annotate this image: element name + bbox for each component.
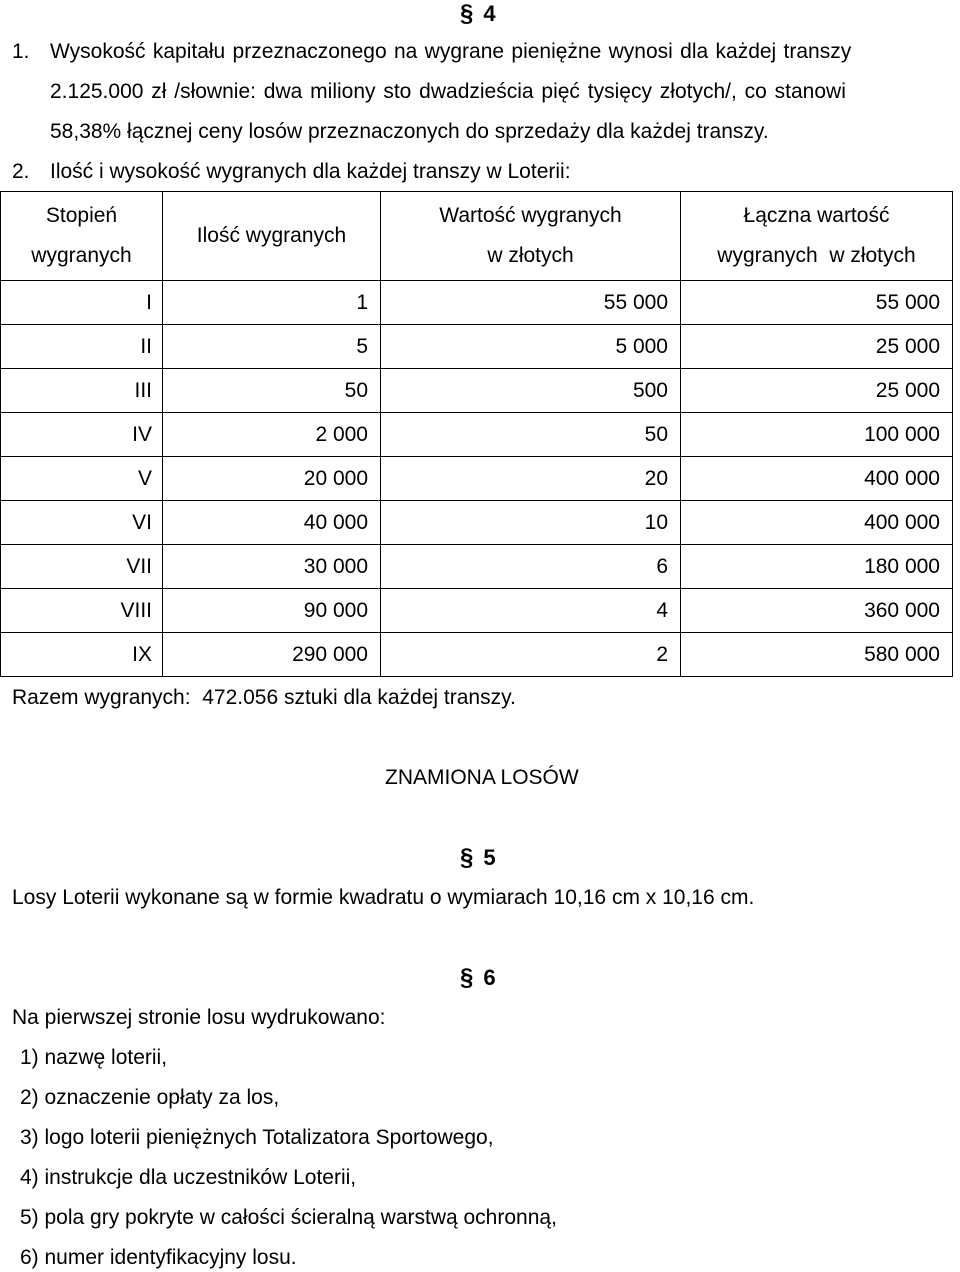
prize-table (0, 191, 953, 677)
cell-total: 400 000 (681, 501, 953, 545)
list-item: 6) numer identyfikacyjny losu. (20, 1246, 297, 1269)
cell-degree: III (1, 369, 163, 413)
cell-value: 6 (381, 545, 681, 589)
cell-count: 1 (163, 281, 381, 325)
cell-value: 55 000 (381, 281, 681, 325)
item-1-number: 1. (12, 40, 30, 63)
cell-value: 2 (381, 633, 681, 677)
cell-value: 50 (381, 413, 681, 457)
cell-count: 30 000 (163, 545, 381, 589)
cell-total: 580 000 (681, 633, 953, 677)
cell-count: 50 (163, 369, 381, 413)
list-item: 4) instrukcje dla uczestników Loterii, (20, 1166, 357, 1189)
item-1-line-1: Wysokość kapitału przeznaczonego na wygrane pieniężne wynosi dla każdej transzy (50, 40, 852, 63)
cell-degree: V (1, 457, 163, 501)
cell-degree: I (1, 281, 163, 325)
cell-value: 500 (381, 369, 681, 413)
table-header-row (1, 192, 953, 281)
table-row (1, 589, 953, 633)
section-4-heading (460, 2, 496, 26)
section-number: 5 (483, 845, 496, 870)
table-row (1, 413, 953, 457)
header-count-label: Ilość wygranych (196, 224, 347, 247)
cell-total: 25 000 (681, 325, 953, 369)
cell-value: 10 (381, 501, 681, 545)
item-2-text: Ilość i wysokość wygranych dla każdej transzy w Loterii: (50, 160, 571, 183)
cell-total: 400 000 (681, 457, 953, 501)
header-value-line-1: Wartość wygranych (439, 204, 622, 227)
table-row (1, 369, 953, 413)
section-6-intro: Na pierwszej stronie losu wydrukowano: (12, 1006, 386, 1029)
cell-value: 4 (381, 589, 681, 633)
cell-count: 2 000 (163, 413, 381, 457)
header-degree (1, 192, 163, 281)
list-item: 1) nazwę loterii, (20, 1046, 168, 1069)
cell-count: 20 000 (163, 457, 381, 501)
section-5-text: Losy Loterii wykonane są w formie kwadratu o wymiarach 10,16 cm x 10,16 cm. (12, 886, 755, 909)
table-row (1, 281, 953, 325)
cell-value: 5 000 (381, 325, 681, 369)
cell-count: 5 (163, 325, 381, 369)
cell-total: 25 000 (681, 369, 953, 413)
section-number: 6 (483, 965, 496, 990)
table-row (1, 457, 953, 501)
section-symbol: § (460, 964, 474, 991)
item-1-line-2: 2.125.000 zł /słownie: dwa miliony sto dwadzieścia pięć tysięcy złotych/, co stanowi (50, 80, 846, 103)
header-value-line-2: w złotych (487, 244, 574, 267)
header-value (381, 192, 681, 281)
table-row (1, 545, 953, 589)
item-1-line-3: 58,38% łącznej ceny losów przeznaczonych do sprzedaży dla każdej transzy. (50, 120, 769, 143)
cell-degree: IV (1, 413, 163, 457)
section-6-heading (460, 966, 496, 990)
cell-degree: VIII (1, 589, 163, 633)
list-item: 2) oznaczenie opłaty za los, (20, 1086, 280, 1109)
list-item: 3) logo loterii pieniężnych Totalizatora Sportowego, (20, 1126, 494, 1149)
section-5-heading (460, 846, 496, 870)
table-row (1, 325, 953, 369)
table-row (1, 633, 953, 677)
section-symbol: § (460, 844, 474, 871)
cell-count: 90 000 (163, 589, 381, 633)
item-2-number: 2. (12, 160, 30, 183)
cell-degree: II (1, 325, 163, 369)
header-degree-line-2: wygranych (31, 244, 132, 267)
cell-total: 100 000 (681, 413, 953, 457)
cell-total: 180 000 (681, 545, 953, 589)
header-total-line-1: Łączna wartość (743, 204, 890, 227)
header-degree-line-1: Stopień (45, 204, 118, 227)
cell-total: 55 000 (681, 281, 953, 325)
section-title: ZNAMIONA LOSÓW (385, 766, 579, 789)
prize-summary: Razem wygranych: 472.056 sztuki dla każdej transzy. (12, 686, 516, 709)
section-number: 4 (483, 1, 496, 26)
cell-count: 40 000 (163, 501, 381, 545)
cell-total: 360 000 (681, 589, 953, 633)
cell-degree: VI (1, 501, 163, 545)
header-count (163, 192, 381, 281)
list-item: 5) pola gry pokryte w całości ścieralną warstwą ochronną, (20, 1206, 557, 1229)
cell-degree: IX (1, 633, 163, 677)
cell-value: 20 (381, 457, 681, 501)
cell-degree: VII (1, 545, 163, 589)
section-symbol: § (460, 0, 474, 27)
table-row (1, 501, 953, 545)
cell-count: 290 000 (163, 633, 381, 677)
header-total (681, 192, 953, 281)
header-total-line-2: wygranych w złotych (717, 244, 916, 267)
